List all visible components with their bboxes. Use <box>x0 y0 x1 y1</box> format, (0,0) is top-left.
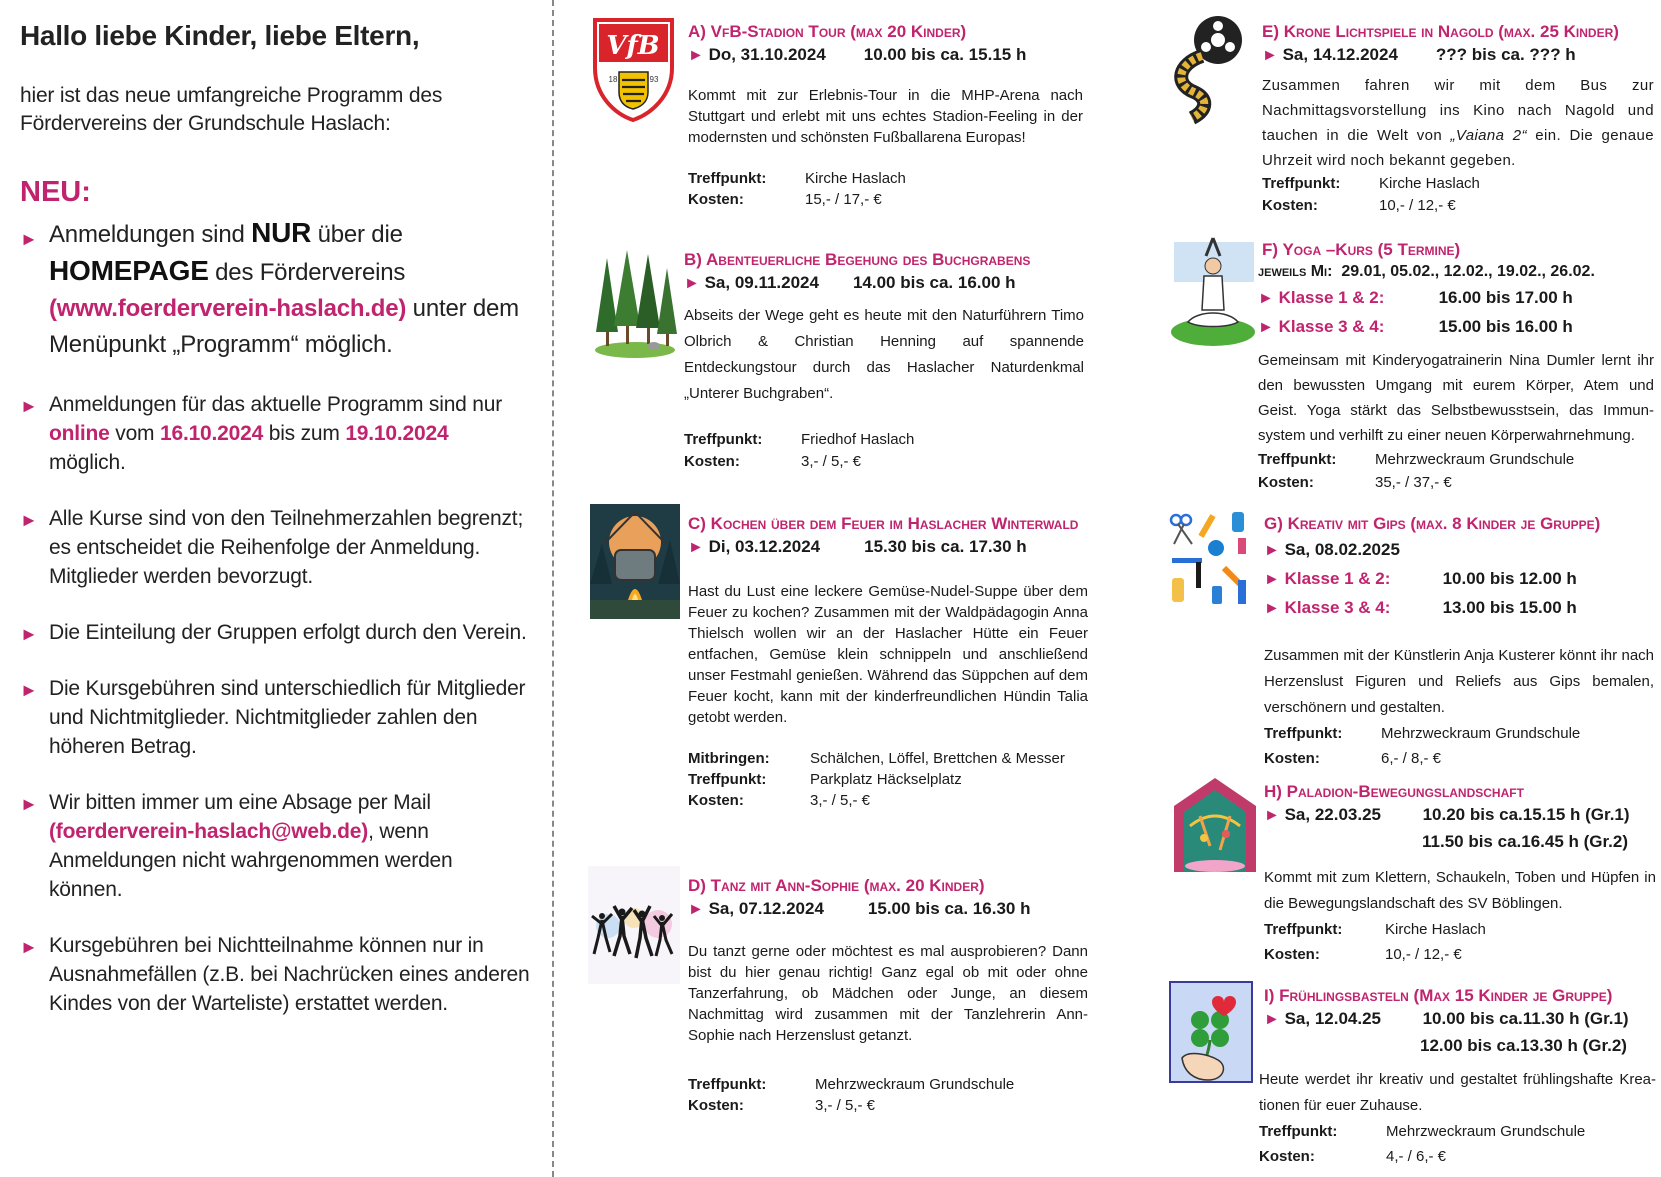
notice-online-dates: ► Anmeldungen für das aktuelle Programm sind nur online vom 16.10.2024 bis zum 19.10.2024 möglich. <box>20 393 503 474</box>
event-description: Zusammen mit der Künstlerin Anja Kusterer könnt ihr nach Herzenslust Figuren und Reliefs aus Gips bemalen, verschönern und gestalten. <box>1264 647 1654 716</box>
event-date: ► Sa, 08.02.2025 <box>1264 540 1400 559</box>
event-date-time: ► Sa, 09.11.2024 14.00 bis ca. 16.00 h <box>684 273 1016 292</box>
vfb-crest-icon <box>591 16 676 124</box>
notice-refund: ► Kursgebühren bei Nichtteilnahme können nur in Ausnahmefällen (z.B. bei Nachrücken eines anderen Kindes von der Warteliste) erstattet werden. <box>20 934 530 1015</box>
event-description: Du tanzt gerne oder möchtest es mal ausprobieren? Dann bist du hier genau richtig! Ganz egal ob mit oder ohne Tanzerfahrung, ob Mädchen oder Junge, an diesem Nachmittag wird zusammen mit der Tanzlehrerin Ann-Sophie nach Herzenslust getanzt. <box>688 943 1088 1044</box>
campfire-pot-icon <box>590 504 680 619</box>
svg-text:18: 18 <box>608 75 618 84</box>
bullet-triangle-icon: ► <box>20 937 38 957</box>
yoga-icon <box>1168 234 1258 349</box>
event-info: Treffpunkt: Mehrzweckraum Grundschule Kosten: 3,- / 5,- € <box>688 1076 1015 1114</box>
paladion-icon <box>1170 776 1260 874</box>
notice-groups: ► Die Einteilung der Gruppen erfolgt durch den Verein. <box>20 618 530 647</box>
event-slot-1: ► Klasse 1 & 2: 16.00 bis 17.00 h <box>1258 288 1573 307</box>
bullet-triangle-icon: ► <box>20 396 38 416</box>
bullet-triangle-icon: ► <box>20 510 38 530</box>
event-description: Heute werdet ihr kreativ und gestaltet frühlingshafte Krea-tionen für euer Zuhause. <box>1259 1071 1656 1114</box>
event-description: Gemeinsam mit Kinderyogatrainerin Nina Dumler lernt ihr den bewussten Umgang mit eurem Körper, Atem und Geist. Yoga stärkt das Selbstbewusstsein, das Immun-system und verhilft zu einer neuen Körperwahrnehmung. <box>1258 352 1654 444</box>
craft-tools-icon <box>1168 510 1254 614</box>
event-title: I) Frühlingsbasteln (Max 15 Kinder je Gruppe) <box>1264 986 1613 1005</box>
intro-text: hier ist das neue umfangreiche Programm des Fördervereins der Grundschule Haslach: <box>20 84 443 135</box>
event-slot-1: ► Klasse 1 & 2: 10.00 bis 12.00 h <box>1264 569 1577 588</box>
bullet-triangle-icon: ► <box>20 229 38 249</box>
neu-heading: NEU: <box>20 176 91 208</box>
bullet-triangle-icon: ► <box>20 794 38 814</box>
event-date-time: ► Do, 31.10.2024 10.00 bis ca. 15.15 h <box>688 45 1027 64</box>
homepage-link[interactable]: (www.foerderverein-haslach.de) <box>49 295 407 322</box>
event-time-2: 11.50 bis ca.16.45 h (Gr.2) <box>1422 832 1629 851</box>
svg-text:93: 93 <box>649 75 659 84</box>
bullet-triangle-icon: ► <box>20 624 38 644</box>
event-description: Abseits der Wege geht es heute mit den Naturführern Timo Olbrich & Christian Henning auf spannende Entdeckungstour durch das Haslacher Naturdenkmal „Unterer Buchgraben“. <box>684 307 1084 402</box>
event-f <box>1258 240 1654 494</box>
event-info: Mitbringen: Schälchen, Löffel, Brettchen & Messer Treffpunkt: Parkplatz Häckselplatz Kosten: 3,- / 5,- € <box>688 750 1065 809</box>
film-reel-icon <box>1168 14 1246 126</box>
event-description: Kommt mit zur Erlebnis-Tour in die MHP-Arena nach Stuttgart und erlebt mit uns echtes Stadion-Feeling in der modernsten und schönsten Fußballarena Europas! <box>688 87 1083 146</box>
event-h <box>1264 782 1656 967</box>
intro-column <box>20 20 530 1018</box>
event-dates: jeweils Mi: 29.01, 05.02., 12.02., 19.02., 26.02. <box>1258 263 1595 280</box>
event-time-2: 12.00 bis ca.13.30 h (Gr.2) <box>1420 1036 1627 1055</box>
event-e <box>1262 22 1654 217</box>
event-info: Treffpunkt: Friedhof Haslach Kosten: 3,- / 5,- € <box>684 431 915 470</box>
mail-link[interactable]: (foerderverein-haslach@web.de) <box>49 820 369 843</box>
event-g <box>1264 514 1654 771</box>
event-date-time: ► Sa, 07.12.2024 15.00 bis ca. 16.30 h <box>688 899 1031 918</box>
forest-icon <box>592 250 678 360</box>
notice-limits: ► Alle Kurse sind von den Teilnehmerzahlen begrenzt; es entscheidet die Reihenfolge der Anmeldung. Mitglieder werden bevorzugt. <box>20 507 524 588</box>
event-d <box>688 876 1088 1116</box>
event-title: F) Yoga –Kurs (5 Termine) <box>1262 240 1461 259</box>
event-title: H) Paladion-Bewegungslandschaft <box>1264 782 1524 801</box>
event-date-time: ► Di, 03.12.2024 15.30 bis ca. 17.30 h <box>688 537 1027 556</box>
notice-fees: ► Die Kursgebühren sind unterschiedlich für Mitglieder und Nichtmitglieder. Nichtmitglieder zahlen den höheren Betrag. <box>20 677 526 758</box>
svg-text:VfB: VfB <box>606 31 660 61</box>
event-title: E) Krone Lichtspiele in Nagold (max. 25 Kinder) <box>1262 22 1619 41</box>
event-title: C) Kochen über dem Feuer im Haslacher Winterwald <box>688 514 1079 533</box>
event-title: A) VfB-Stadion Tour (max 20 Kinder) <box>688 22 967 41</box>
event-a <box>688 22 1083 210</box>
event-date-time: ► Sa, 14.12.2024 ??? bis ca. ??? h <box>1262 45 1576 64</box>
event-description: Hast du Lust eine leckere Gemüse-Nudel-Suppe über dem Feuer zu kochen? Zusammen mit der Waldpädagogin Anna Thielsch wollen wir an der Haslacher Hütte ein Feuer entfachen, Gemüse klein schnippeln und anschließend unser Festmahl genießen. Während das Süppchen auf dem Feuer kocht, kann mit der kinderfreundlichen Hündin Talia getobt werden. <box>688 583 1088 726</box>
event-info: Treffpunkt: Kirche Haslach Kosten: 10,- / 12,- € <box>1264 921 1486 963</box>
event-c <box>688 514 1088 811</box>
event-description: Kommt mit zum Klettern, Schaukeln, Toben und Hüpfen in die Bewegungslandschaft des SV Böblingen. <box>1264 869 1656 912</box>
event-title: B) Abenteuerliche Begehung des Buchgrabens <box>684 250 1031 269</box>
event-date-time: ► Sa, 22.03.25 10.20 bis ca.15.15 h (Gr.1) <box>1264 805 1630 824</box>
event-info: Treffpunkt: Mehrzweckraum Grundschule Kosten: 35,- / 37,- € <box>1258 451 1575 491</box>
notice-cancel-mail: ► Wir bitten immer um eine Absage per Mail (foerderverein-haslach@web.de), wenn Anmeldungen nicht wahrgenommen werden können. <box>20 791 453 901</box>
greeting-heading: Hallo liebe Kinder, liebe Eltern, <box>20 20 420 51</box>
event-title: D) Tanz mit Ann-Sophie (max. 20 Kinder) <box>688 876 985 895</box>
fold-divider <box>552 0 554 1177</box>
spring-craft-icon <box>1168 980 1254 1084</box>
event-info: Treffpunkt: Mehrzweckraum Grundschule Kosten: 6,- / 8,- € <box>1264 725 1581 767</box>
event-info: Treffpunkt: Kirche Haslach Kosten: 15,- / 17,- € <box>688 170 906 208</box>
event-info: Treffpunkt: Kirche Haslach Kosten: 10,- / 12,- € <box>1262 175 1480 214</box>
event-date-time: ► Sa, 12.04.25 10.00 bis ca.11.30 h (Gr.1) <box>1264 1009 1629 1028</box>
event-description: Zusammen fahren wir mit dem Bus zur Nachmittagsvorstellung ins Kino nach Nagold und tauchen in die Welt von „Vaiana 2“ ein. Die genaue Uhrzeit wird noch bekannt gegeben. <box>1262 77 1655 169</box>
event-b <box>684 250 1084 473</box>
event-i <box>1259 986 1656 1169</box>
bullet-triangle-icon: ► <box>20 680 38 700</box>
event-title: G) Kreativ mit Gips (max. 8 Kinder je Gruppe) <box>1264 514 1601 533</box>
event-info: Treffpunkt: Mehrzweckraum Grundschule Kosten: 4,- / 6,- € <box>1259 1123 1586 1165</box>
dancers-icon <box>588 866 680 984</box>
notice-homepage: ► Anmeldungen sind NUR über die HOMEPAGE des Fördervereins (www.foerderverein-haslach.de) unter dem Menüpunkt „Programm“ möglich. <box>20 217 519 358</box>
event-slot-2: ► Klasse 3 & 4: 13.00 bis 15.00 h <box>1264 598 1577 617</box>
notice-list <box>20 215 530 1018</box>
event-slot-2: ► Klasse 3 & 4: 15.00 bis 16.00 h <box>1258 317 1573 336</box>
